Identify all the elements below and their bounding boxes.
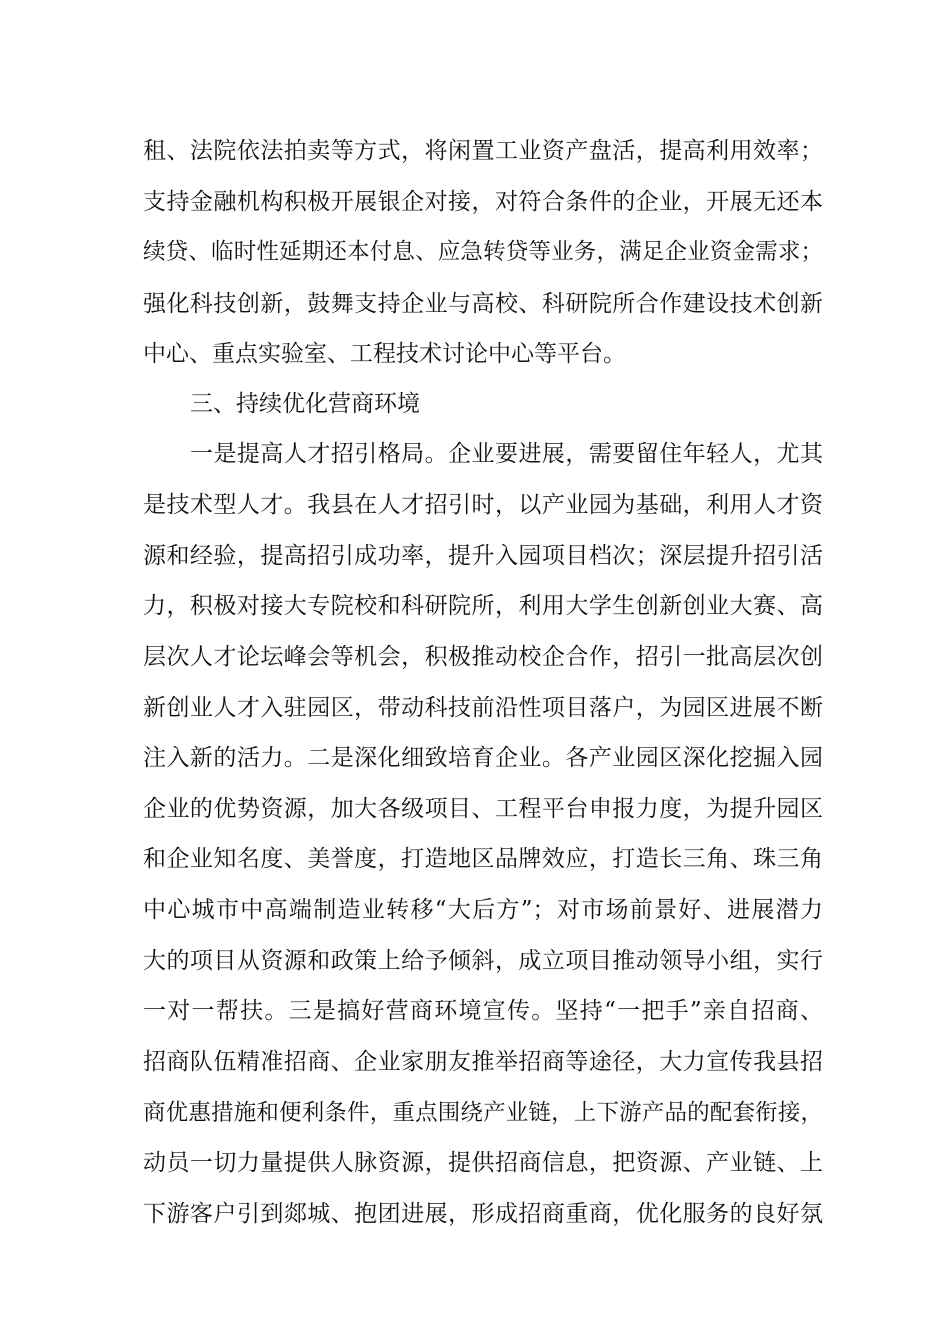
body-text-line: 大的项目从资源和政策上给予倾斜，成立项目推动领导小组，实行 xyxy=(143,948,823,974)
body-text-line: 力，积极对接大专院校和科研院所，利用大学生创新创业大赛、高 xyxy=(143,593,823,619)
body-text-line: 租、法院依法拍卖等方式，将闲置工业资产盘活，提高利用效率； xyxy=(143,138,823,164)
body-text-line: 层次人才论坛峰会等机会，积极推动校企合作，招引一批高层次创 xyxy=(143,644,823,670)
body-text-line: 支持金融机构积极开展银企对接，对符合条件的企业，开展无还本 xyxy=(143,189,823,215)
body-text-line: 一是提高人才招引格局。企业要进展，需要留住年轻人，尤其 xyxy=(190,441,823,467)
section-heading: 三、持续优化营商环境 xyxy=(190,391,420,417)
body-text-line: 中心、重点实验室、工程技术讨论中心等平台。 xyxy=(143,341,626,367)
body-text-line: 下游客户引到郯城、抱团进展，形成招商重商，优化服务的良好氛 xyxy=(143,1201,823,1227)
body-text-line: 和企业知名度、美誉度，打造地区品牌效应，打造长三角、珠三角 xyxy=(143,846,823,872)
body-text-line: 企业的优势资源，加大各级项目、工程平台申报力度，为提升园区 xyxy=(143,796,823,822)
body-text-line: 源和经验，提高招引成功率，提升入园项目档次；深层提升招引活 xyxy=(143,543,823,569)
body-text-line: 强化科技创新，鼓舞支持企业与高校、科研院所合作建设技术创新 xyxy=(143,291,823,317)
body-text-line: 新创业人才入驻园区，带动科技前沿性项目落户，为园区进展不断 xyxy=(143,695,823,721)
body-text-line: 中心城市中高端制造业转移“大后方”；对市场前景好、进展潜力 xyxy=(143,897,823,923)
body-text-line: 续贷、临时性延期还本付息、应急转贷等业务，满足企业资金需求； xyxy=(143,239,823,265)
body-text-line: 商优惠措施和便利条件，重点围绕产业链，上下游产品的配套衔接， xyxy=(143,1100,823,1126)
body-text-line: 一对一帮扶。三是搞好营商环境宣传。坚持“一把手”亲自招商、 xyxy=(143,998,823,1024)
body-text-line: 注入新的活力。二是深化细致培育企业。各产业园区深化挖掘入园 xyxy=(143,745,823,771)
body-text-line: 动员一切力量提供人脉资源，提供招商信息，把资源、产业链、上 xyxy=(143,1150,823,1176)
body-text-line: 招商队伍精准招商、企业家朋友推举招商等途径，大力宣传我县招 xyxy=(143,1049,823,1075)
body-text-line: 是技术型人才。我县在人才招引时，以产业园为基础，利用人才资 xyxy=(143,492,823,518)
